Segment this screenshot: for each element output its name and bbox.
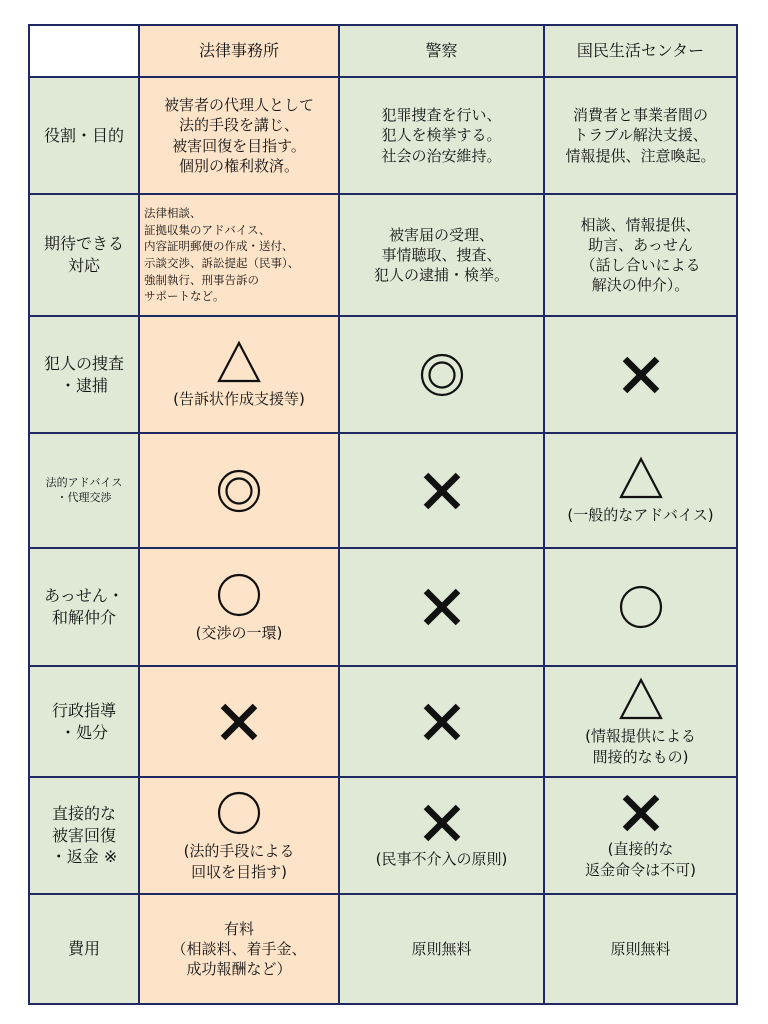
row-label: 行政指導 ・処分 <box>29 666 139 777</box>
row-investigation <box>29 316 737 433</box>
row-label: 直接的な 被害回復 ・返金 ※ <box>29 777 139 894</box>
cross-symbol-icon <box>344 469 539 513</box>
cell-law-role: 被害者の代理人として 法的手段を講じ、 被害回復を目指す。 個別の権利救済。 <box>139 77 339 194</box>
row-label: 期待できる 対応 <box>29 194 139 316</box>
row-role <box>29 77 737 194</box>
row-label: 役割・目的 <box>29 77 139 194</box>
cross-symbol-icon <box>344 585 539 629</box>
row-label: 費用 <box>29 894 139 1004</box>
comparison-table <box>28 24 738 1005</box>
cell-note: (告訴状作成支援等) <box>173 390 305 409</box>
row-expected-response <box>29 194 737 316</box>
cross-symbol-icon <box>549 791 732 835</box>
cell-law-recovery <box>139 777 339 894</box>
row-label: あっせん・ 和解仲介 <box>29 548 139 666</box>
cell-note: (法的手段による 回収を目指す) <box>183 842 295 881</box>
header-consumer-center: 国民生活センター <box>544 25 737 77</box>
row-mediation <box>29 548 737 666</box>
cell-police-cost: 原則無料 <box>339 894 544 1004</box>
cell-center-role: 消費者と事業者間の トラブル解決支援、 情報提供、注意喚起。 <box>544 77 737 194</box>
double-circle-symbol-icon <box>144 467 334 515</box>
cell-police-advice <box>339 433 544 548</box>
cell-law-administrative <box>139 666 339 777</box>
row-cost <box>29 894 737 1004</box>
cross-symbol-icon <box>549 353 732 397</box>
header-row <box>29 25 737 77</box>
cell-center-response: 相談、情報提供、 助言、あっせん （話し合いによる 解決の仲介）。 <box>544 194 737 316</box>
header-law-office: 法律事務所 <box>139 25 339 77</box>
cell-law-response: 法律相談、 証拠収集のアドバイス、 内容証明郵便の作成・送付、 示談交渉、訴訟提起（民事）、 強制執行、刑事告訴の サポートなど。 <box>139 194 339 316</box>
circle-symbol-icon <box>144 571 334 619</box>
triangle-symbol-icon <box>144 339 334 385</box>
double-circle-symbol-icon <box>344 351 539 399</box>
row-administrative <box>29 666 737 777</box>
cell-center-administrative <box>544 666 737 777</box>
cell-note: (一般的なアドバイス) <box>567 506 714 525</box>
cross-symbol-icon <box>144 700 334 744</box>
cell-law-advice <box>139 433 339 548</box>
cell-center-mediation <box>544 548 737 666</box>
row-legal-advice <box>29 433 737 548</box>
triangle-symbol-icon <box>549 455 732 501</box>
row-direct-recovery <box>29 777 737 894</box>
cell-police-mediation <box>339 548 544 666</box>
cross-symbol-icon <box>344 801 539 845</box>
triangle-symbol-icon <box>549 676 732 722</box>
cell-center-recovery <box>544 777 737 894</box>
cell-center-investigation <box>544 316 737 433</box>
cell-center-advice <box>544 433 737 548</box>
row-label: 法的アドバイス ・代理交渉 <box>29 433 139 548</box>
cell-note: (情報提供による 間接的なもの) <box>585 727 696 766</box>
cell-note: (直接的な 返金命令は不可) <box>585 840 696 879</box>
cell-law-mediation <box>139 548 339 666</box>
header-corner <box>29 25 139 77</box>
cell-police-recovery <box>339 777 544 894</box>
circle-symbol-icon <box>144 789 334 837</box>
row-label: 犯人の捜査 ・逮捕 <box>29 316 139 433</box>
header-police: 警察 <box>339 25 544 77</box>
cell-law-cost: 有料 （相談料、着手金、 成功報酬など） <box>139 894 339 1004</box>
cell-police-role: 犯罪捜査を行い、 犯人を検挙する。 社会の治安維持。 <box>339 77 544 194</box>
cell-police-administrative <box>339 666 544 777</box>
cross-symbol-icon <box>344 700 539 744</box>
cell-center-cost: 原則無料 <box>544 894 737 1004</box>
cell-law-investigation <box>139 316 339 433</box>
cell-police-response: 被害届の受理、 事情聴取、捜査、 犯人の逮捕・検挙。 <box>339 194 544 316</box>
cell-note: (交渉の一環) <box>195 623 283 642</box>
cell-police-investigation <box>339 316 544 433</box>
circle-symbol-icon <box>549 583 732 631</box>
cell-note: (民事不介入の原則) <box>375 850 508 869</box>
